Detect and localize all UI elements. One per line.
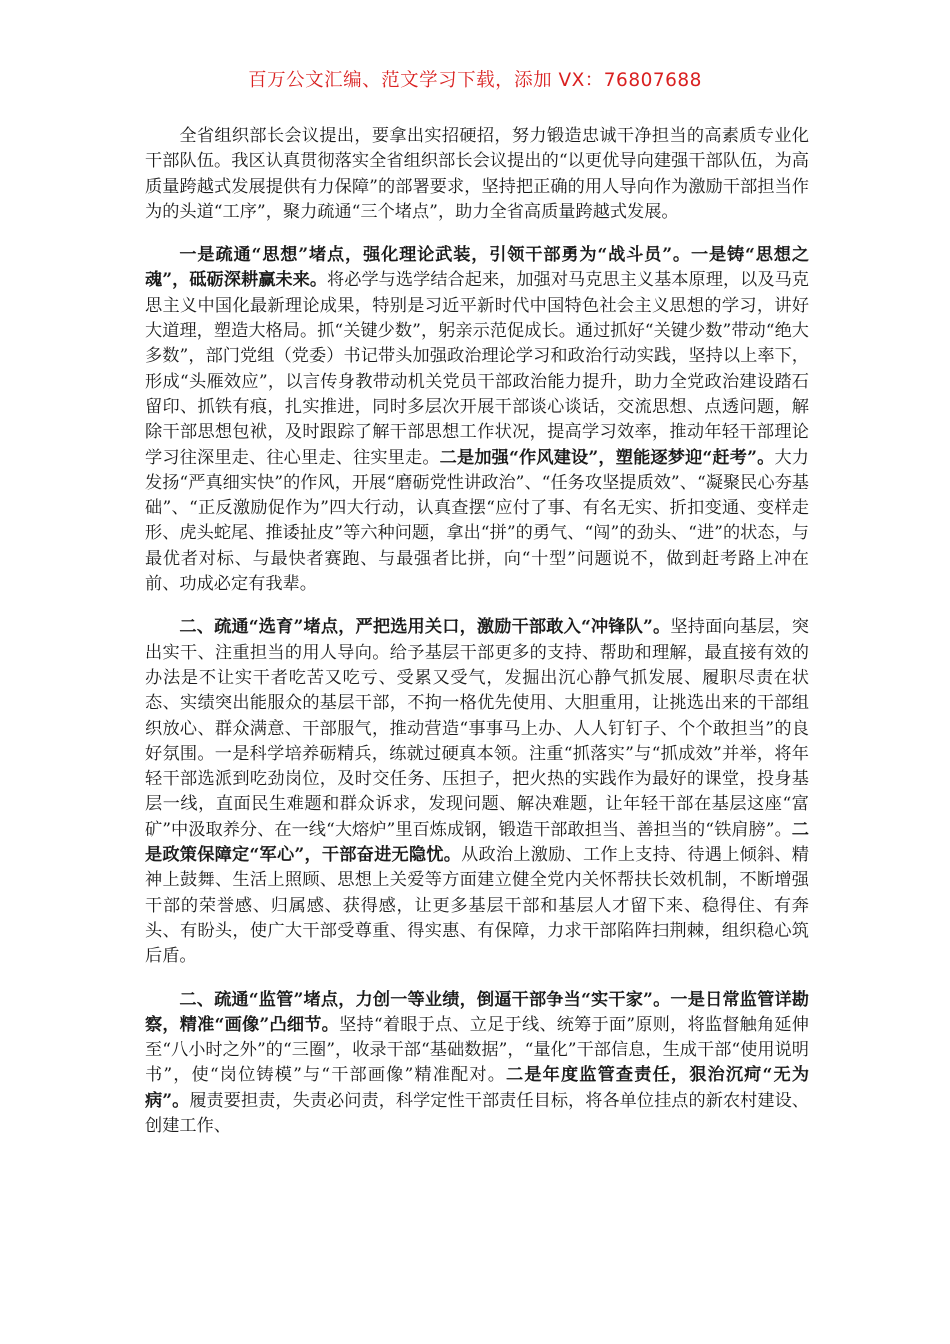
text-run: 坚持面向基层，突出实干、注重担当的用人导向。给予基层干部更多的支持、帮助和理解，最直接有效的办法是不让实干者吃苦又吃亏、受累又受气，发掘出沉心静气抓发展、履职尽责在状态、实绩突出能服众的基层干部，不拘一格优先使用、大胆重用，让挑选出来的干部组织放心、群众满意、干部服气，推动营造“事事马上办、人人钉钉子、个个敢担当”的良好氛围。一是科学培养砺精兵，练就过硬真本领。注重“抓落实”与“抓成效”并举，将年轻干部选派到吃劲岗位，及时交任务、压担子，把火热的实践作为最好的课堂，投身基层一线，直面民生难题和群众诉求，发现问题、解决难题，让年轻干部在基层这座“富矿”中汲取养分、在一线“大熔炉”里百炼成钢，锻造干部敢担当、善担当的“铁肩膀”。: [145, 617, 809, 840]
bold-heading-run: 二是加强“作风建设”，塑能逐梦迎“赶考”。: [439, 447, 775, 468]
text-run: 从政治上激励、工作上支持、待遇上倾斜、精神上鼓舞、生活上照顾、思想上关爱等方面建立健全党内关怀帮扶长效机制，不断增强干部的荣誉感、归属感、获得感，让更多基层干部和基层人才留下来、稳得住、有奔头、有盼头，使广大干部受尊重、得实惠、有保障，力求干部陷阵扫荆棘，组织稳心筑后盾。: [145, 845, 809, 967]
paragraph-section-selection: [145, 615, 809, 969]
text-run: 将必学与选学结合起来，加强对马克思主义基本原理，以及马克思主义中国化最新理论成果，特别是习近平新时代中国特色社会主义思想的学习，讲好大道理，塑造大格局。抓“关键少数”，躬亲示范促成长。通过抓好“关键少数”带动“绝大多数”，部门党组（党委）书记带头加强政治理论学习和政治行动实践，坚持以上率下，形成“头雁效应”，以言传身教带动机关党员干部政治能力提升，助力全党政治建设踏石留印、抓铁有痕，扎实推进，同时多层次开展干部谈心谈话，交流思想、点透问题，解除干部思想包袱，及时跟踪了解干部思想工作状况，提高学习效率，推动年轻干部理论学习往深里走、往心里走、往实里走。: [145, 270, 809, 468]
bold-heading-run: 二、疏通“监管”堵点，力创一等业绩，倒逼干部争当“实干家”。一是日常监管详勘察，精准“画像”凸细节。: [145, 989, 809, 1035]
bold-heading-run: 二是年度监管查责任，狠治沉疴“无为病”。: [145, 1065, 810, 1111]
text-run: 履责要担责，失责必问责，科学定性干部责任目标，将各单位挂点的新农村建设、创建工作、: [145, 1090, 809, 1136]
watermark-header: 百万公文汇编、范文学习下载，添加 VX：76807688: [248, 70, 702, 91]
paragraph-section-supervision: [145, 988, 809, 1140]
paragraph-section-thought: [145, 243, 809, 597]
paragraph-intro: [145, 124, 809, 225]
document-body: [145, 124, 809, 1157]
text-run: 全省组织部长会议提出，要拿出实招硬招，努力锻造忠诚干净担当的高素质专业化干部队伍。我区认真贯彻落实全省组织部长会议提出的“以更优导向建强干部队伍，为高质量跨越式发展提供有力保障”的部署要求，坚持把正确的用人导向作为激励干部担当作为的头道“工序”，聚力疏通“三个堵点”，助力全省高质量跨越式发展。: [145, 126, 809, 222]
text-run: 大力发扬“严真细实快”的作风，开展“磨砺党性讲政治”、“任务攻坚提质效”、“凝聚民心夯基础”、“正反激励促作为”四大行动，认真查摆“应付了事、有名无实、折扣变通、变样走形、虎头蛇尾、推诿扯皮”等六种问题，拿出“拼”的勇气、“闯”的劲头、“进”的状态，与最优者对标、与最快者赛跑、与最强者比拼，向“十型”问题说不，做到赶考路上冲在前、功成必定有我辈。: [145, 447, 809, 595]
bold-heading-run: 二、疏通“选育”堵点，严把选用关口，激励干部敢入“冲锋队”。: [179, 617, 671, 638]
text-run: 坚持“着眼于点、立足于线、统筹于面”原则，将监督触角延伸至“八小时之外”的“三圈”，收录干部“基础数据”，“量化”干部信息，生成干部“使用说明书”，使“岗位铸模”与“干部画像”精准配对。: [145, 1014, 809, 1086]
bold-heading-run: 二是政策保障定“军心”，干部奋进无隐忧。: [145, 819, 809, 866]
bold-heading-run: 一是疏通“思想”堵点，强化理论武装，引领干部勇为“战斗员”。一是铸“思想之魂”，砥砺深耕赢未来。: [145, 245, 809, 291]
